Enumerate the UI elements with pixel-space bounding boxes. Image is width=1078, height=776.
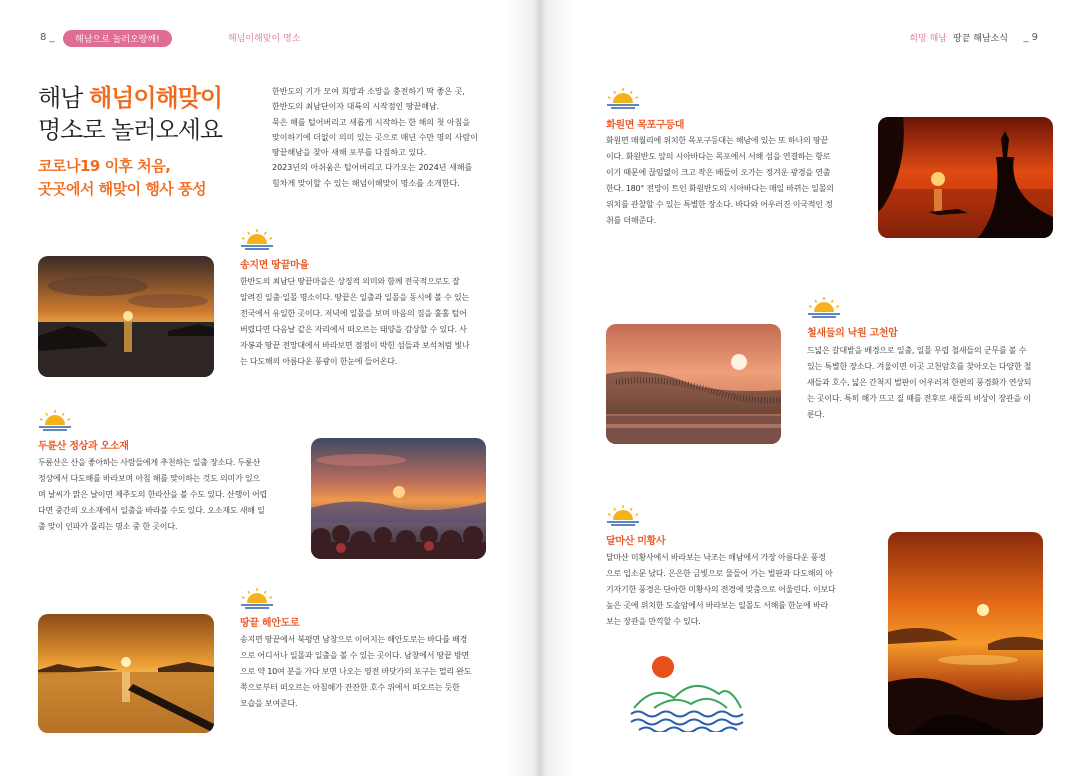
section-body	[606, 550, 868, 630]
body-line: 룬다.	[807, 410, 825, 419]
page-number: 8 _	[40, 32, 55, 43]
header-right	[909, 31, 1008, 44]
section-title: 화원면 목포구등대	[606, 120, 685, 131]
photo-ttangkkeut-sunset	[38, 256, 214, 377]
section-body	[807, 343, 1067, 423]
body-line: 정상에서 다도해를 바라보며 아침 해를 맞이하는 것도 의미가 있으	[38, 474, 260, 483]
intro-paragraph	[272, 84, 502, 191]
header-pill: 해남으로 놀러오랑께!	[63, 30, 172, 47]
intro-line: 한반도의 기가 모여 희망과 소망을 충전하기 딱 좋은 곳,	[272, 87, 465, 96]
body-line: 보는 장관을 만끽할 수 있다.	[606, 617, 701, 626]
section-body	[38, 455, 300, 535]
right-page	[539, 0, 1078, 776]
body-line: 다면 중간의 오소재에서 일출을 바라볼 수도 있다. 오소재도 새해 일	[38, 506, 265, 515]
body-line: 달마산 미황사에서 바라보는 낙조는 해남에서 가장 아름다운 풍경	[606, 553, 826, 562]
title-line2: 명소로 놀러오세요	[38, 116, 223, 144]
photo-lighthouse-sunset	[878, 117, 1053, 238]
body-line: 화원면 매월리에 위치한 목포구등대는 해남에 있는 또 하나의 땅끝	[606, 136, 828, 145]
body-line: 새들과 호수, 넓은 간척지 벌판이 어우러져 한편의 풍경화가 연상되	[807, 378, 1032, 387]
body-line: 송지면 땅끝에서 북평면 남창으로 이어지는 해안도로는 바다를 배경	[240, 635, 468, 644]
photo-coastal-road-sunset	[38, 614, 214, 733]
sun-icon	[240, 587, 274, 609]
page-number: _ 9	[1023, 32, 1038, 43]
subtitle	[38, 155, 206, 201]
body-line: 이다. 화원반도 앞의 시아바다는 목포에서 서해 섬을 연결하는 항로	[606, 152, 831, 161]
header-pink: 희망 해남	[909, 34, 947, 44]
body-line: 이기 때문에 끊임없이 크고 작은 배들이 오가는 정겨운 광경을 연출	[606, 168, 831, 177]
body-line: 드넓은 갈대밭을 배경으로 일출, 일몰 무렵 철새들의 군무를 볼 수	[807, 346, 1027, 355]
title-prefix: 해남	[38, 84, 89, 112]
sun-icon	[807, 296, 841, 318]
body-line: 으로 약 10여 분을 가다 보면 나오는 영전 바닷가의 포구는 멀리 완도	[240, 667, 472, 676]
title-highlight: 해넘이해맞이	[89, 84, 223, 112]
body-line: 는 다도해의 아름다운 풍광이 한눈에 들어온다.	[240, 357, 398, 366]
intro-line: 한반도의 최남단이자 대륙의 시작점인 땅끝해남.	[272, 102, 440, 112]
photo-gocheonam-birds	[606, 324, 781, 444]
body-line: 기자기한 풍경은 단아한 미황사의 전경에 맞춤으로 어울린다. 이보다	[606, 585, 836, 594]
body-line: 높은 곳에 위치한 도솔암에서 바라보는 일몰도 서해를 한눈에 바라	[606, 601, 828, 610]
body-line: 출 맞이 인파가 몰리는 명소 중 한 곳이다.	[38, 522, 178, 531]
body-line: 위치를 관찰할 수 있는 특별한 장소다. 바다와 어우러진 이국적인 정	[606, 200, 833, 209]
body-line: 버렸다면 다음날 같은 자리에서 떠오르는 태양을 감상할 수 있다. 사	[240, 325, 467, 334]
section-title: 땅끝 해안도로	[240, 618, 300, 629]
section-body	[240, 274, 510, 370]
body-line: 며 날씨가 맑은 날이면 제주도의 한라산을 볼 수도 있다. 산행이 어렵	[38, 490, 268, 499]
body-line: 한다. 180° 전망이 트인 화원반도의 시아바다는 매일 바뀌는 일몰의	[606, 184, 834, 193]
sun-icon	[606, 87, 640, 109]
body-line: 있는 특별한 장소다. 겨울이면 이곳 고천암호를 찾아오는 다양한 철	[807, 362, 1032, 371]
section-title: 달마산 미황사	[606, 536, 666, 547]
section-body	[606, 133, 866, 229]
section-title: 두륜산 정상과 오소재	[38, 441, 129, 452]
intro-line: 힘차게 맞이할 수 있는 해넘이해맞이 명소를 소개한다.	[272, 178, 460, 188]
page-title	[38, 82, 222, 146]
section-title: 송지면 땅끝마을	[240, 260, 309, 271]
sun-icon	[38, 409, 72, 431]
mountain-sun-wave-illustration	[629, 654, 749, 732]
photo-mihwangsa-sunset	[888, 532, 1043, 735]
intro-line: 맞이하기에 더없이 의미 있는 곳으로 매년 수만 명의 사람이	[272, 132, 478, 142]
header-section: 해넘이해맞이 명소	[228, 34, 301, 44]
intro-line: 묵은 해를 털어버리고 새롭게 시작하는 한 해의 첫 아침을	[272, 117, 471, 127]
body-line: 알려진 일출·일몰 명소이다. 땅끝은 일출과 일몰을 동시에 볼 수 있는	[240, 293, 470, 302]
body-line: 으로 입소문 났다. 은은한 금빛으로 물들어 가는 벌판과 다도해의 아	[606, 569, 833, 578]
body-line: 는 곳이다. 특히 해가 뜨고 질 때를 전후로 새들의 비상이 장관을 이	[807, 394, 1031, 403]
intro-line: 2023년의 아쉬움은 털어버리고 다가오는 2024년 새해를	[272, 163, 473, 173]
header-dark: 땅끝 해남소식	[952, 34, 1008, 44]
subtitle-line2: 곳곳에서 해맞이 행사 풍성	[38, 180, 207, 198]
body-line: 취를 더해준다.	[606, 216, 656, 225]
body-line: 전국에서 유일한 곳이다. 저녁에 일몰을 보며 마음의 짐을 훌훌 털어	[240, 309, 467, 318]
subtitle-line1: 코로나19 이후 처음,	[38, 157, 171, 175]
intro-line: 땅끝해남을 찾아 새해 포부를 다짐하고 있다.	[272, 148, 427, 158]
section-body	[240, 632, 510, 712]
sun-icon	[240, 228, 274, 250]
body-line: 두륜산은 산을 좋아하는 사람들에게 추천하는 일출 장소다. 두륜산	[38, 458, 260, 467]
body-line: 쪽으로부터 떠오르는 아침해가 잔잔한 호수 위에서 떠오르는 듯한	[240, 683, 460, 692]
sun-icon	[606, 504, 640, 526]
body-line: 자봉과 땅끝 전망대에서 바라보면 점점이 박힌 섬들과 보석처럼 빛나	[240, 341, 470, 350]
photo-duryunsan-sunrise	[311, 438, 486, 559]
body-line: 모습을 보여준다.	[240, 699, 298, 708]
body-line: 으로 어디서나 일몰과 일출을 볼 수 있는 곳이다. 남창에서 땅끝 방면	[240, 651, 470, 660]
body-line: 한반도의 최남단 땅끝마을은 상징적 의미와 함께 전국적으로도 잘	[240, 277, 460, 286]
section-title: 철새들의 낙원 고천암	[807, 328, 898, 339]
